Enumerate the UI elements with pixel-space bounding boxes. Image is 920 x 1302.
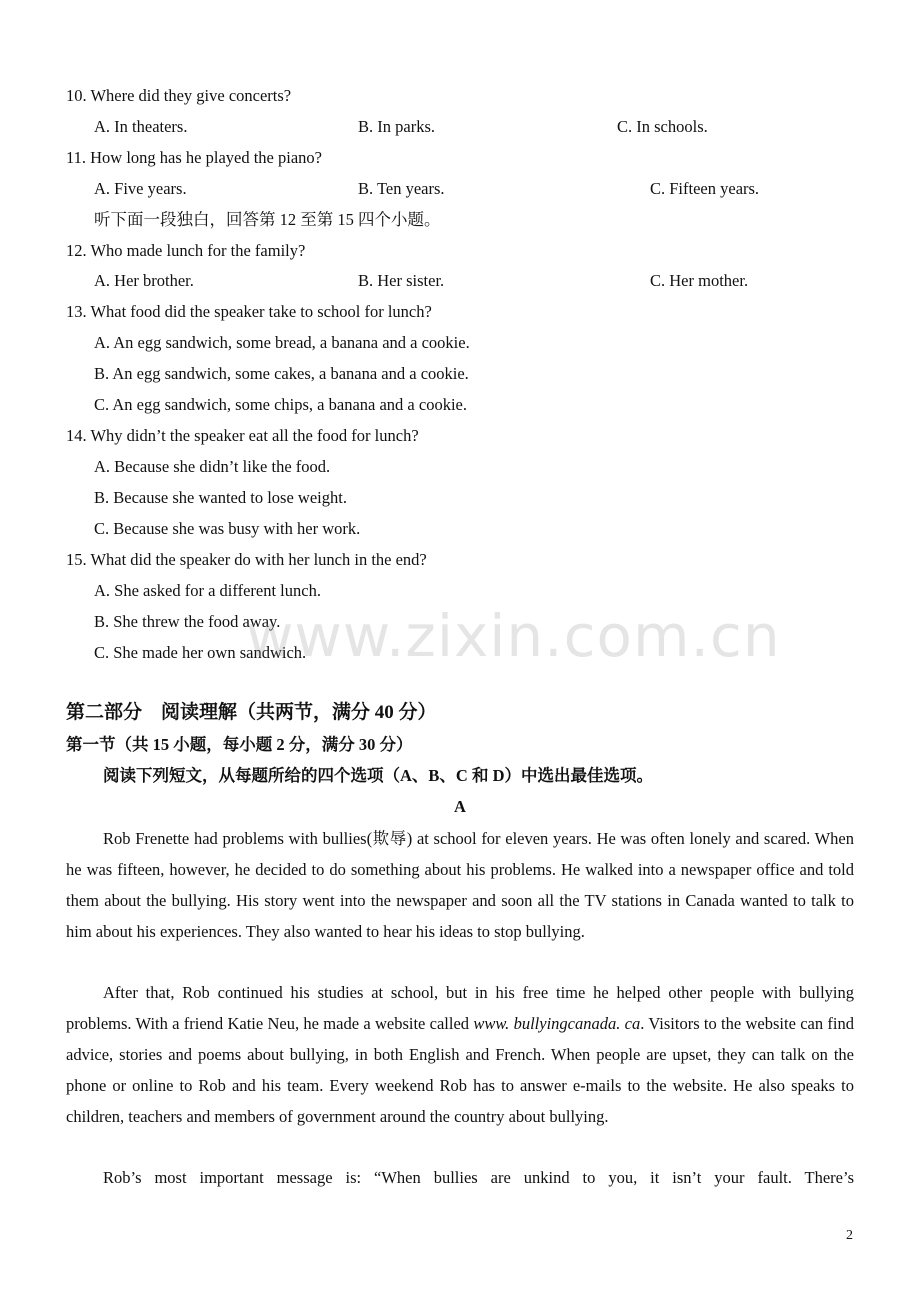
question-13: 13. What food did the speaker take to school for lunch? <box>66 302 432 321</box>
q10-option-c: C. In schools. <box>617 117 708 136</box>
passage-label: A <box>454 797 466 816</box>
q13-option-b: B. An egg sandwich, some cakes, a banana and a cookie. <box>94 364 469 383</box>
watermark: www.zixin.com.cn <box>246 602 781 670</box>
q10-option-b: B. In parks. <box>358 117 435 136</box>
q13-option-a: A. An egg sandwich, some bread, a banana and a cookie. <box>94 333 470 352</box>
q13-option-c: C. An egg sandwich, some chips, a banana and a cookie. <box>94 395 467 414</box>
monologue-intro: 听下面一段独白，回答第 12 至第 15 四个小题。 <box>94 210 441 229</box>
paragraph-2-text-before: After that, Rob continued his studies at school, but in his free time he helped other people with bullying problems. With a friend Katie Neu, he made a website called <box>66 983 854 1033</box>
q15-option-a: A. She asked for a different lunch. <box>94 581 321 600</box>
question-11: 11. How long has he played the piano? <box>66 148 322 167</box>
q14-option-b: B. Because she wanted to lose weight. <box>94 488 347 507</box>
reading-instruction: 阅读下列短文，从每题所给的四个选项（A、B、C 和 D）中选出最佳选项。 <box>103 766 654 785</box>
passage-paragraph-3: Rob’s most important message is: “When bullies are unkind to you, it isn’t your fault. There’s <box>103 1168 854 1187</box>
q11-option-b: B. Ten years. <box>358 179 445 198</box>
q14-option-a: A. Because she didn’t like the food. <box>94 457 331 476</box>
passage-paragraph-2 <box>66 977 854 1132</box>
website-address: www. bullyingcanada. ca <box>473 1014 641 1033</box>
paragraph-2-text-after: . Visitors to the website can find advice, stories and poems about bullying, in both English and French. When people are upset, they can talk on the phone or online to Rob and his team. Every weekend Rob has to answer e-mails to the website. He also speaks to children, teachers and members of government around the country about bullying. <box>66 1014 854 1126</box>
q10-option-a: A. In theaters. <box>94 117 188 136</box>
passage-paragraph-1: Rob Frenette had problems with bullies(欺辱) at school for eleven years. He was often lonely and scared. When he was fifteen, however, he decided to do something about his problems. He walked into a newspaper office and told them about the bullying. His story went into the newspaper and soon all the TV stations in Canada wanted to talk to him about his experiences. They also wanted to hear his ideas to stop bullying. <box>66 829 854 941</box>
question-14: 14. Why didn’t the speaker eat all the food for lunch? <box>66 426 419 445</box>
page-number: 2 <box>846 1228 853 1243</box>
q15-option-c: C. She made her own sandwich. <box>94 643 307 662</box>
q12-option-c: C. Her mother. <box>650 271 749 290</box>
q12-option-a: A. Her brother. <box>94 271 194 290</box>
q14-option-c: C. Because she was busy with her work. <box>94 519 361 538</box>
part-title: 第二部分 阅读理解（共两节，满分 40 分） <box>66 702 437 723</box>
question-10: 10. Where did they give concerts? <box>66 86 292 105</box>
q11-option-a: A. Five years. <box>94 179 187 198</box>
q11-option-c: C. Fifteen years. <box>650 179 760 198</box>
q12-option-b: B. Her sister. <box>358 271 445 290</box>
section-title: 第一节（共 15 小题，每小题 2 分，满分 30 分） <box>66 735 413 754</box>
q15-option-b: B. She threw the food away. <box>94 612 281 631</box>
question-12: 12. Who made lunch for the family? <box>66 241 306 260</box>
question-15: 15. What did the speaker do with her lunch in the end? <box>66 550 427 569</box>
